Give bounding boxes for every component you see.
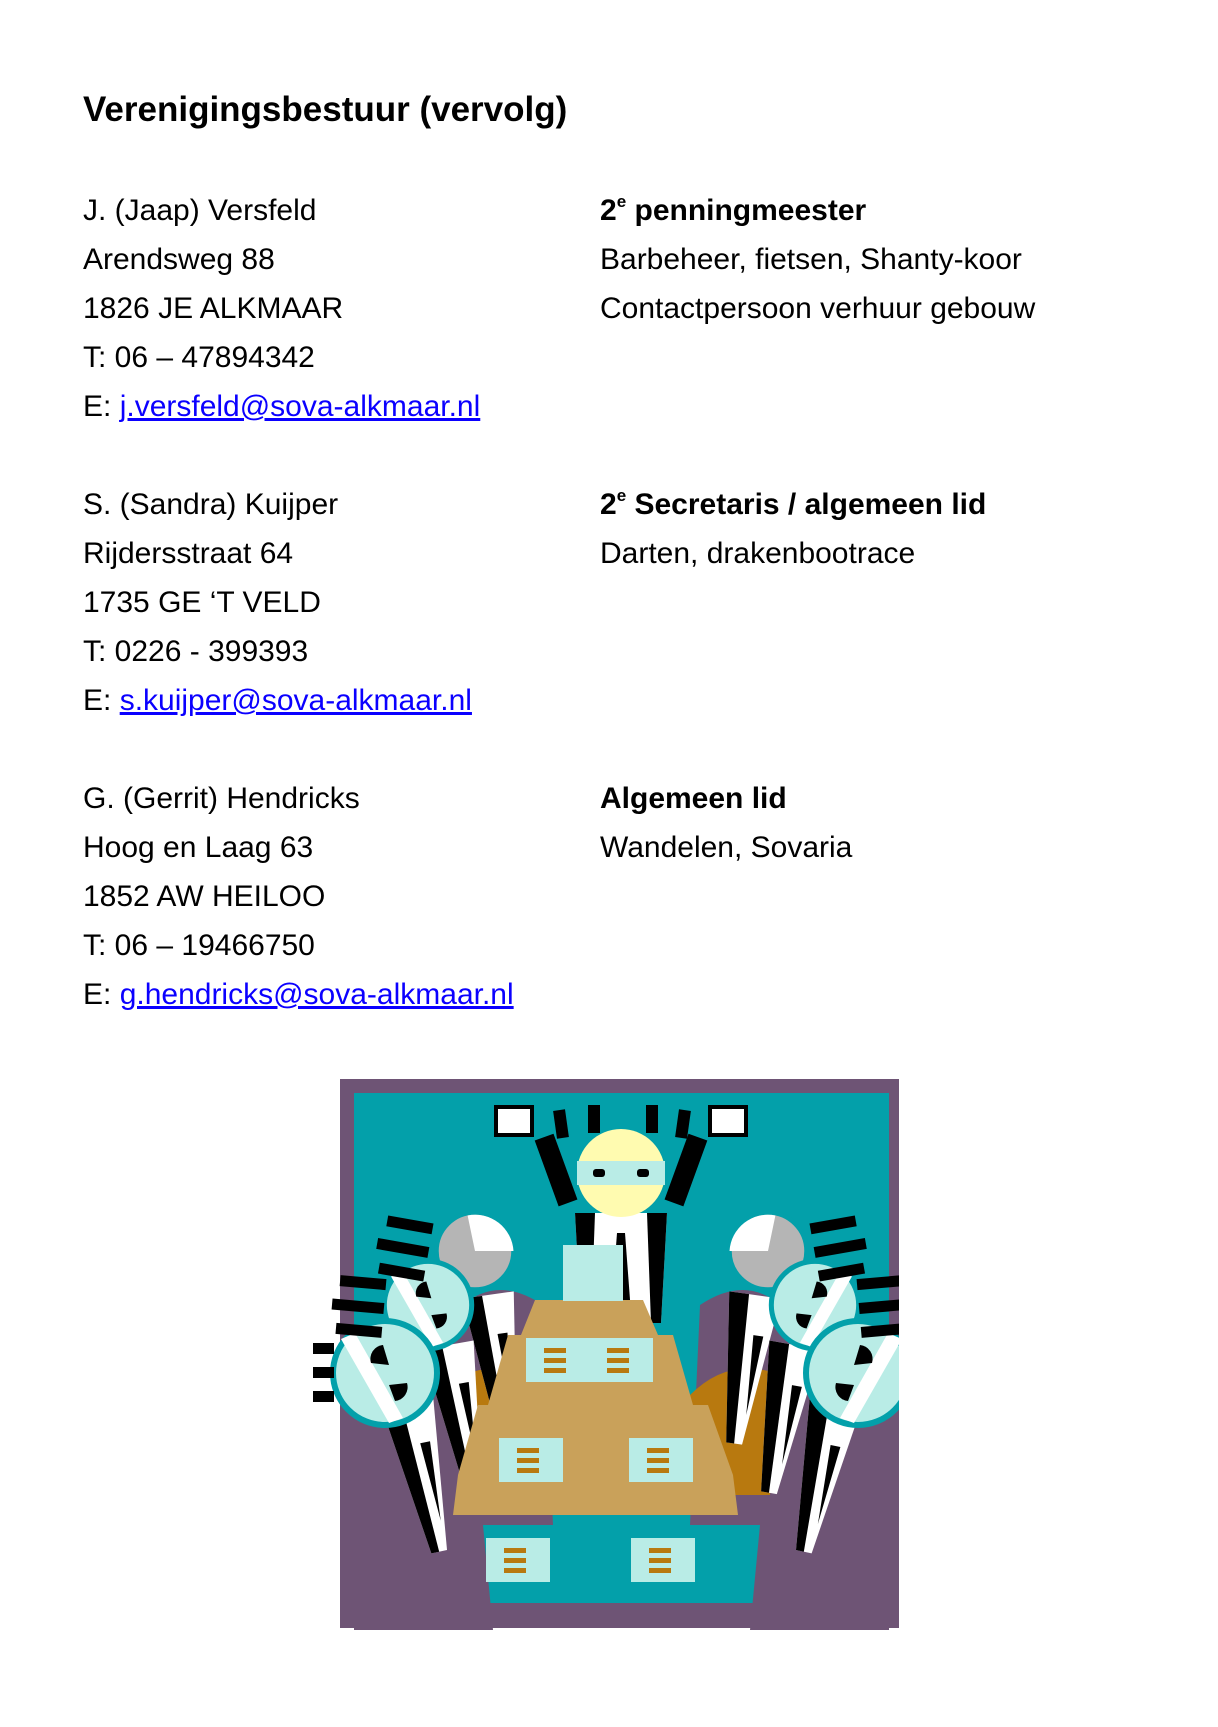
member-role: [600, 774, 852, 823]
board-meeting-clipart-icon: [313, 1075, 899, 1630]
member-phone: T: 0226 - 399393: [83, 635, 309, 668]
member-postal-city: 1735 GE ‘T VELD: [83, 586, 321, 619]
member-address: Arendsweg 88: [83, 243, 275, 276]
member-role: [600, 480, 986, 529]
role-title: penningmeester: [626, 194, 867, 227]
member-name: S. (Sandra) Kuijper: [83, 488, 339, 521]
member-role-info: [600, 480, 986, 578]
role-title: Secretaris / algemeen lid: [626, 488, 987, 521]
email-link[interactable]: s.kuijper@sova-alkmaar.nl: [119, 684, 472, 717]
role-number: 2: [600, 488, 617, 521]
member-contact: [83, 774, 514, 1019]
role-ordinal: e: [616, 192, 627, 211]
member-postal-city: 1826 JE ALKMAAR: [83, 292, 344, 325]
member-email-line: [83, 382, 480, 431]
member-phone: T: 06 – 47894342: [83, 341, 315, 374]
member-task: Wandelen, Sovaria: [600, 831, 853, 864]
role-ordinal: e: [616, 486, 627, 505]
member-role-info: [600, 774, 852, 872]
member-name: J. (Jaap) Versfeld: [83, 194, 317, 227]
member-role-info: [600, 186, 1035, 333]
member-name: G. (Gerrit) Hendricks: [83, 782, 360, 815]
member-email-line: [83, 970, 514, 1019]
email-prefix: E:: [83, 390, 120, 423]
page-title: Verenigingsbestuur (vervolg): [83, 90, 568, 129]
role-title: Algemeen lid: [600, 782, 787, 815]
role-number: 2: [600, 194, 617, 227]
member-contact: [83, 480, 472, 725]
email-link[interactable]: j.versfeld@sova-alkmaar.nl: [119, 390, 481, 423]
member-email-line: [83, 676, 472, 725]
email-prefix: E:: [83, 978, 120, 1011]
member-phone: T: 06 – 19466750: [83, 929, 315, 962]
member-task: Darten, drakenbootrace: [600, 537, 916, 570]
member-postal-city: 1852 AW HEILOO: [83, 880, 326, 913]
email-link[interactable]: g.hendricks@sova-alkmaar.nl: [119, 978, 514, 1011]
member-address: Rijdersstraat 64: [83, 537, 294, 570]
member-role: [600, 186, 1035, 235]
member-address: Hoog en Laag 63: [83, 831, 314, 864]
member-contact: [83, 186, 480, 431]
member-task: Contactpersoon verhuur gebouw: [600, 292, 1036, 325]
email-prefix: E:: [83, 684, 120, 717]
member-task: Barbeheer, fietsen, Shanty-koor: [600, 243, 1022, 276]
